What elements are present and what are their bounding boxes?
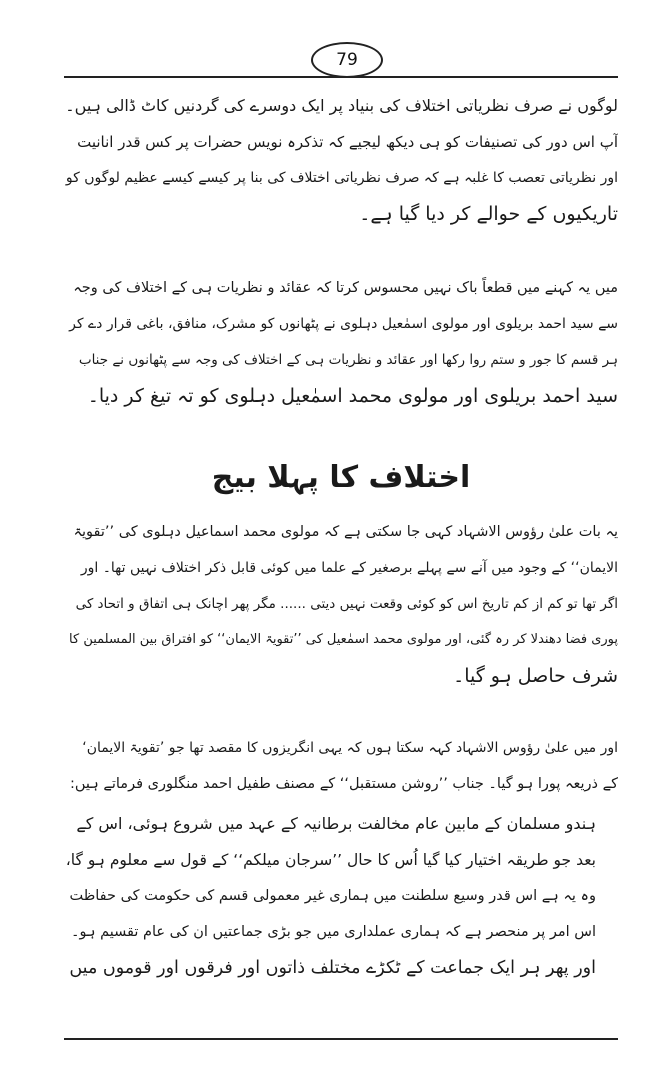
paragraph-2: [64, 270, 618, 414]
block-quote: [64, 806, 618, 986]
page-number: 79: [311, 42, 383, 78]
text-line: میں یہ کہنے میں قطعاً باک نہیں محسوس کرتا کہ عقائد و نظریات ہی کے اختلاف کی وجہ: [73, 280, 618, 296]
quote-line: ہندو مسلمان کے مابین عام مخالفت برطانیہ کے عہد میں شروع ہوئی، اس کے: [76, 814, 596, 833]
footer-rule: [64, 1038, 618, 1040]
text-line: ہر قسم کا جور و ستم روا رکھا اور عقائد و نظریات ہی کے اختلاف کی وجہ سے پٹھانوں نے جناب: [78, 352, 618, 368]
text-line: یہ بات علیٰ رؤوس الاشہاد کہی جا سکتی ہے کہ مولوی محمد اسماعیل دہلوی کی ’’تقویۃ: [73, 524, 618, 540]
text-line: اور میں علیٰ رؤوس الاشہاد کہہ سکتا ہوں کہ یہی انگریزوں کا مقصد تھا جو ’تقویۃ الایمان‘: [82, 740, 618, 756]
text-line: سے سید احمد بریلوی اور مولوی اسمٰعیل دہلوی نے پٹھانوں کو مشرک، منافق، باغی قرار دے کر: [69, 316, 618, 332]
text-line: اور نظریاتی تعصب کا غلبہ ہے کہ صرف نظریاتی اختلاف کی بنا پر کیسے کیسے عظیم لوگوں کو: [65, 170, 618, 186]
text-line: اگر تھا تو کم از کم تاریخ اس کو کوئی وقعت نہیں دیتی ...... مگر پھر اچانک ہی اتفاق و اتحاد کی: [75, 596, 618, 612]
text-line: شرف حاصل ہو گیا۔: [453, 665, 618, 687]
text-line: تاریکیوں کے حوالے کر دیا گیا ہے۔: [359, 203, 618, 225]
text-line: پوری فضا دھندلا کر رہ گئی، اور مولوی محمد اسمٰعیل کی ’’تقویۃ الایمان‘‘ کو افتراق بین المسلمین کا: [69, 632, 618, 647]
quote-line: اور پھر ہر ایک جماعت کے ٹکڑے مختلف ذاتوں اور فرقوں اور قوموں میں: [69, 958, 596, 978]
quote-line: اس امر پر منحصر ہے کہ ہماری عملداری میں جو بڑی جماعتیں ان کی عام تقسیم ہو۔: [70, 924, 596, 940]
text-line: کے ذریعہ پورا ہو گیا۔ جناب ’’روشن مستقبل‘‘ کے مصنف طفیل احمد منگلوری فرماتے ہیں:: [69, 776, 618, 792]
quote-line: وہ یہ ہے اس قدر وسیع سلطنت میں ہماری غیر معمولی قسم کی حکومت کی حفاظت: [69, 888, 596, 904]
text-line: سید احمد بریلوی اور مولوی محمد اسمٰعیل دہلوی کو تہ تیغ کر دیا۔: [87, 385, 618, 407]
paragraph-3: [64, 514, 618, 694]
text-line: آپ اس دور کی تصنیفات کو ہی دیکھ لیجیے کہ تذکرہ نویس حضرات پر کس قدر انانیت: [77, 133, 618, 151]
text-line: لوگوں نے صرف نظریاتی اختلاف کی بنیاد پر ایک دوسرے کی گردنیں کاٹ ڈالی ہیں۔: [65, 96, 618, 115]
text-line: الایمان‘‘ کے وجود میں آنے سے پہلے برصغیر کے علما میں کوئی قابل ذکر اختلاف نہیں تھا۔ اور: [80, 560, 618, 576]
section-heading: اختلاف کا پہلا بیج: [211, 460, 471, 495]
quote-line: بعد جو طریقہ اختیار کیا گیا اُس کا حال ’’سرجان میلکم‘‘ کے قول سے معلوم ہو گا،: [65, 851, 596, 869]
paragraph-4: [64, 730, 618, 802]
paragraph-1: [64, 88, 618, 232]
